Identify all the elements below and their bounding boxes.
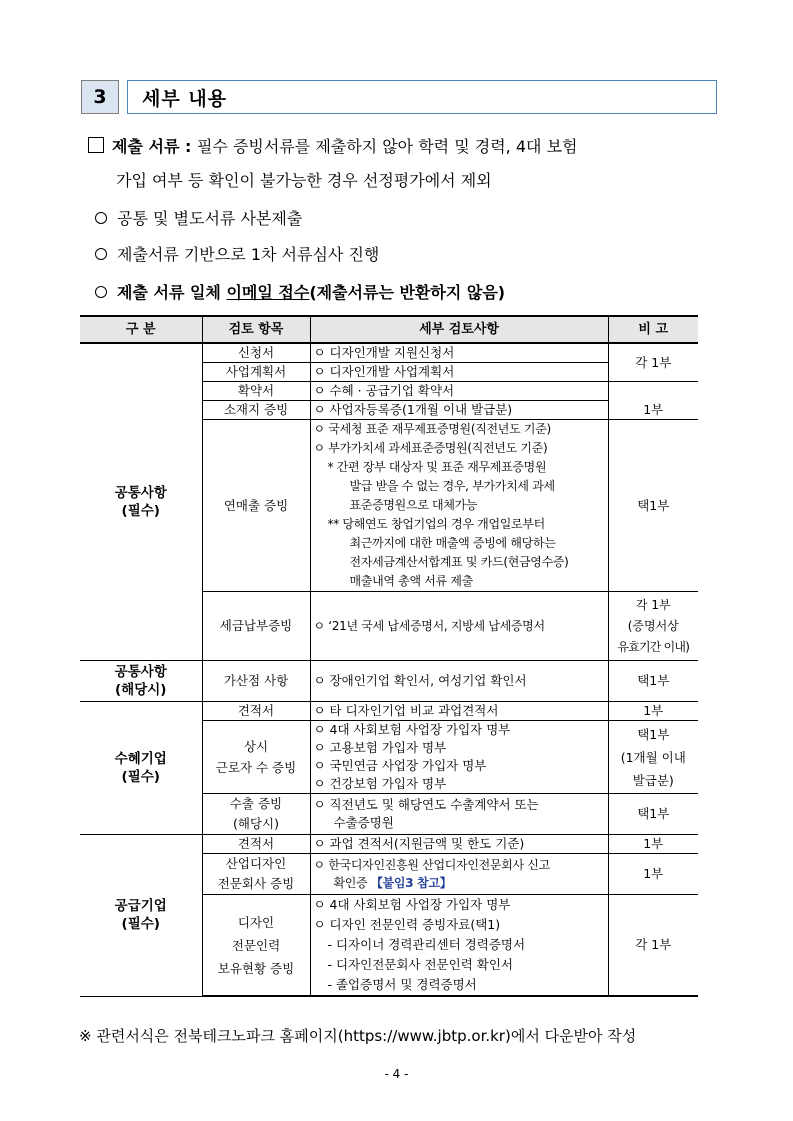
document-table — [80, 315, 698, 997]
category-common-required: 공통사항 (필수) — [80, 343, 202, 661]
table-row: 확약서 ㅇ 수혜 · 공급기업 확약서 — [80, 382, 698, 401]
email-submission-text: 이메일 접수 — [226, 283, 310, 302]
table-row: 공통사항 (해당시) 가산점 사항 ㅇ 장애인기업 확인서, 여성기업 확인서 택1부 — [80, 661, 698, 702]
circle-bullet-icon — [95, 248, 107, 260]
section-title: 세부 내용 — [127, 80, 717, 114]
header-detail: 세부 검토사항 — [310, 316, 608, 343]
table-row: 사업계획서 ㅇ 디자인개발 사업계획서 — [80, 363, 698, 382]
header-category: 구 분 — [80, 316, 202, 343]
table-row: 수출 증빙 (해당시) ㅇ 직전년도 및 해당연도 수출계약서 또는 수출증명원 택1부 — [80, 794, 698, 835]
bullet-1: 공통 및 별도서류 사본제출 — [95, 206, 302, 229]
section-header — [81, 80, 717, 114]
table-row: 디자인 전문인력 보유현황 증빙 ㅇ 4대 사회보험 사업장 가입자 명부 ㅇ 디자인 전문인력 증빙자료(택1) - 디자이너 경력관리센터 경력증명서 - 디자인전문회사 전문인력 확인서 - 졸업증명서 및 경력증명서 각 1부 — [80, 895, 698, 997]
intro-line-2: 가입 여부 등 확인이 불가능한 경우 선정평가에서 제외 — [116, 171, 492, 190]
bullet-2: 제출서류 기반으로 1차 서류심사 진행 — [95, 242, 379, 265]
intro-text-1: 필수 증빙서류를 제출하지 않아 학력 및 경력, 4대 보험 — [196, 137, 578, 156]
table-row: 공통사항 (필수) 신청서 ㅇ 디자인개발 지원신청서 각 1부 — [80, 343, 698, 363]
footer-note: ※ 관련서식은 전북테크노파크 홈페이지(https://www.jbtp.or.kr)에서 다운받아 작성 — [79, 1027, 637, 1045]
circle-bullet-icon — [95, 212, 107, 224]
table-row: 소재지 증빙 ㅇ 사업자등록증(1개월 이내 발급분) 1부 — [80, 401, 698, 420]
attachment-reference: 【붙임3 참고】 — [370, 876, 452, 890]
circle-bullet-icon — [95, 286, 107, 298]
section-number: 3 — [81, 80, 119, 114]
table-row: 수혜기업 (필수) 견적서 ㅇ 타 디자인기업 비교 과업견적서 1부 — [80, 702, 698, 721]
checkbox-square-icon — [88, 137, 104, 153]
page-number: - 4 - — [384, 1067, 409, 1081]
bullet-3: 제출 서류 일체 이메일 접수(제출서류는 반환하지 않음) — [95, 280, 505, 303]
category-supplier: 공급기업 (필수) — [80, 835, 202, 997]
table-row: 산업디자인 전문회사 증빙 ㅇ 한국디자인진흥원 산업디자인전문회사 신고 확인증 【붙임3 참고】 1부 — [80, 854, 698, 895]
table-row: 세금납부증빙 ㅇ ‘21년 국세 납세증명서, 지방세 납세증명서 각 1부 (증명서상 유효기간 이내) — [80, 592, 698, 661]
table-row: 연매출 증빙 ㅇ 국세청 표준 재무제표증명원(직전년도 기준) ㅇ 부가가치세 과세표준증명원(직전년도 기준) * 간편 장부 대상자 및 표준 재무제표증명원 발급 받을 수 없는 경우, 부가가치세 과세 표준증명원으로 대체가능 ** 당해연도 창업기업의 경우 개업일로부터 최근까지에 대한 매출액 증빙에 해당하는 전자세금계산서합계표 및 카드(현금영수증) 매출내역 총액 서류 제출 택1부 — [80, 420, 698, 592]
intro-label: 제출 서류 — [112, 137, 180, 156]
table-row: 상시 근로자 수 증빙 ㅇ 4대 사회보험 사업장 가입자 명부 ㅇ 고용보험 가입자 명부 ㅇ 국민연금 사업장 가입자 명부 ㅇ 건강보험 가입자 명부 택1부 (1개월 이내 발급분) — [80, 721, 698, 794]
category-common-applicable: 공통사항 (해당시) — [80, 661, 202, 702]
table-header-row — [80, 316, 698, 343]
category-beneficiary: 수혜기업 (필수) — [80, 702, 202, 835]
header-item: 검토 항목 — [202, 316, 310, 343]
table-row: 공급기업 (필수) 견적서 ㅇ 과업 견적서(지원금액 및 한도 기준) 1부 — [80, 835, 698, 854]
header-note: 비 고 — [608, 316, 698, 343]
intro-line-1: 제출 서류 : 필수 증빙서류를 제출하지 않아 학력 및 경력, 4대 보험 — [88, 134, 577, 157]
